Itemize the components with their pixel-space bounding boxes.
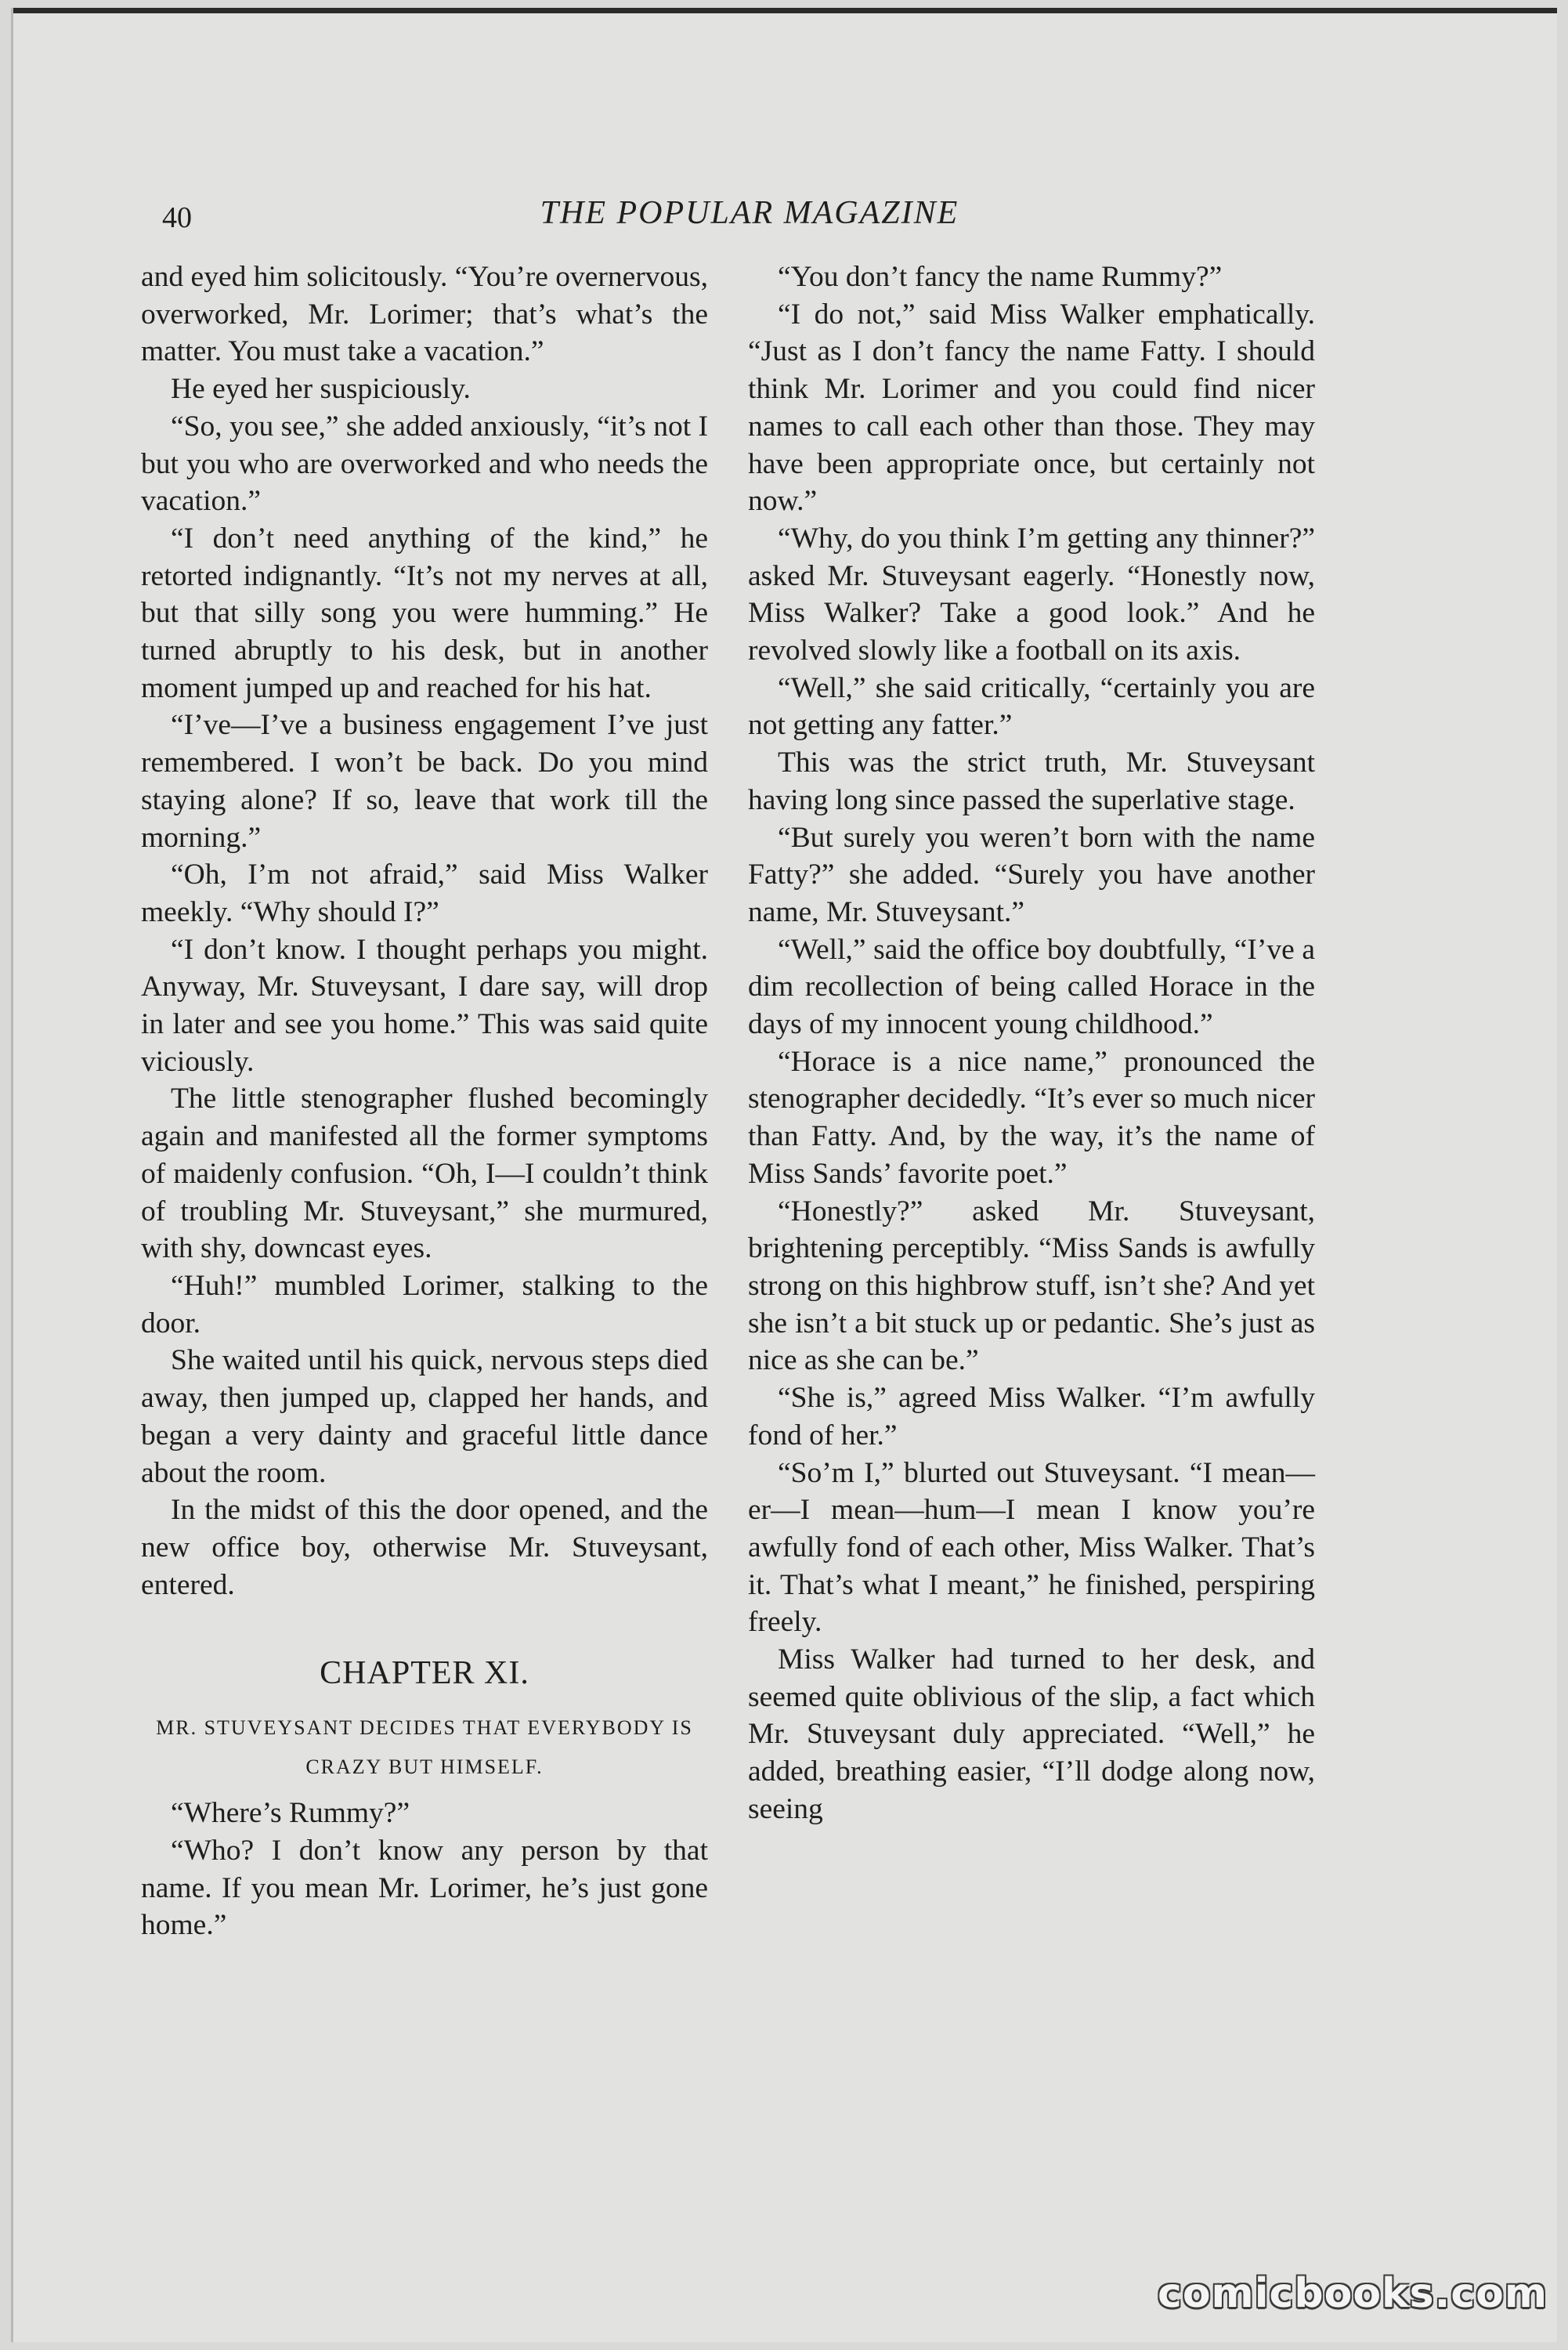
paragraph: “She is,” agreed Miss Walker. “I’m awfully fond of her.”	[748, 1382, 1315, 1452]
right-column	[748, 258, 1315, 1828]
paragraph: “Well,” said the office boy doubtfully, “I’ve a dim recollection of being called Horace in the days of my innocent young childhood.”	[748, 933, 1315, 1041]
paragraph: “Horace is a nice name,” pronounced the stenographer decidedly. “It’s ever so much nicer than Fatty. And, by the way, it’s the name of Miss Sands’ favorite poet.”	[748, 1045, 1315, 1190]
chapter-title: CHAPTER XI.	[320, 1655, 529, 1692]
page-number: 40	[162, 201, 192, 234]
paragraph: and eyed him solicitously. “You’re overnervous, overworked, Mr. Lorimer; that’s what’s the matter. You must take a vacation.”	[141, 261, 708, 368]
paragraph: Miss Walker had turned to her desk, and seemed quite oblivious of the slip, a fact which Mr. Stuveysant duly appreciated. “Well,” he added, breathing easier, “I’ll dodge along now, seeing	[748, 1643, 1315, 1825]
magazine-title: THE POPULAR MAGAZINE	[540, 195, 959, 231]
paragraph: “I’ve—I’ve a business engagement I’ve just remembered. I won’t be back. Do you mind staying alone? If so, leave that work till the morning.”	[141, 709, 708, 854]
paragraph: “Huh!” mumbled Lorimer, stalking to the door.	[141, 1269, 708, 1340]
paragraph: “So’m I,” blurted out Stuveysant. “I mean—er—I mean—hum—I mean I know you’re awfully fond of each other, Miss Walker. That’s it. That’s what I meant,” he finished, perspiring freely.	[748, 1456, 1315, 1639]
paragraph: “Oh, I’m not afraid,” said Miss Walker meekly. “Why should I?”	[141, 859, 708, 928]
left-column	[141, 258, 708, 1944]
paragraph: The little stenographer flushed becomingly again and manifested all the former symptoms of maidenly confusion. “Oh, I—I couldn’t think of troubling Mr. Stuveysant,” she murmured, with shy, downcast eyes.	[141, 1083, 708, 1265]
paragraph: “But surely you weren’t born with the name Fatty?” she added. “Surely you have another name, Mr. Stuveysant.”	[748, 821, 1315, 928]
paragraph: “Why, do you think I’m getting any thinner?” asked Mr. Stuveysant eagerly. “Honestly now, Miss Walker? Take a good look.” And he revolved slowly like a football on its axis.	[748, 522, 1315, 667]
paragraph: “I don’t know. I thought perhaps you might. Anyway, Mr. Stuveysant, I dare say, will drop in later and see you home.” This was said quite viciously.	[141, 933, 708, 1078]
paragraph: “Honestly?” asked Mr. Stuveysant, brightening perceptibly. “Miss Sands is awfully strong on this highbrow stuff, isn’t she? And yet she isn’t a bit stuck up or pedantic. She’s just as nice as she can be.”	[748, 1195, 1315, 1377]
paragraph: “Well,” she said critically, “certainly you are not getting any fatter.”	[748, 671, 1315, 742]
paragraph: This was the strict truth, Mr. Stuveysant having long since passed the superlative stage.	[748, 747, 1315, 816]
paragraph: He eyed her suspiciously.	[171, 373, 471, 406]
paragraph: “I do not,” said Miss Walker emphatically. “Just as I don’t fancy the name Fatty. I should think Mr. Lorimer and you could find nicer names to call each other than those. They may have been appropriate once, but certainly not now.”	[748, 298, 1315, 518]
paragraph: “I don’t need anything of the kind,” he retorted indignantly. “It’s not my nerves at all, but that silly song you were humming.” He turned abruptly to his desk, but in another moment jumped up and reached for his hat.	[141, 522, 708, 704]
paragraph: In the midst of this the door opened, and the new office boy, otherwise Mr. Stuveysant, entered.	[141, 1494, 708, 1601]
paragraph: “So, you see,” she added anxiously, “it’s not I but you who are overworked and who needs the vacation.”	[141, 410, 708, 518]
paragraph: “Where’s Rummy?”	[171, 1797, 410, 1830]
page-top-rule	[13, 8, 1557, 13]
paragraph: “Who? I don’t know any person by that name. If you mean Mr. Lorimer, he’s just gone home.”	[141, 1835, 708, 1942]
paragraph: She waited until his quick, nervous steps died away, then jumped up, clapped her hands, and began a very dainty and graceful little dance about the room.	[141, 1344, 708, 1489]
chapter-subtitle: MR. STUVEYSANT DECIDES THAT EVERYBODY IS CRAZY BUT HIMSELF.	[156, 1716, 693, 1779]
paragraph: “You don’t fancy the name Rummy?”	[778, 261, 1223, 293]
site-watermark: comicbooks.com	[1158, 2270, 1548, 2317]
running-head	[154, 194, 1345, 241]
